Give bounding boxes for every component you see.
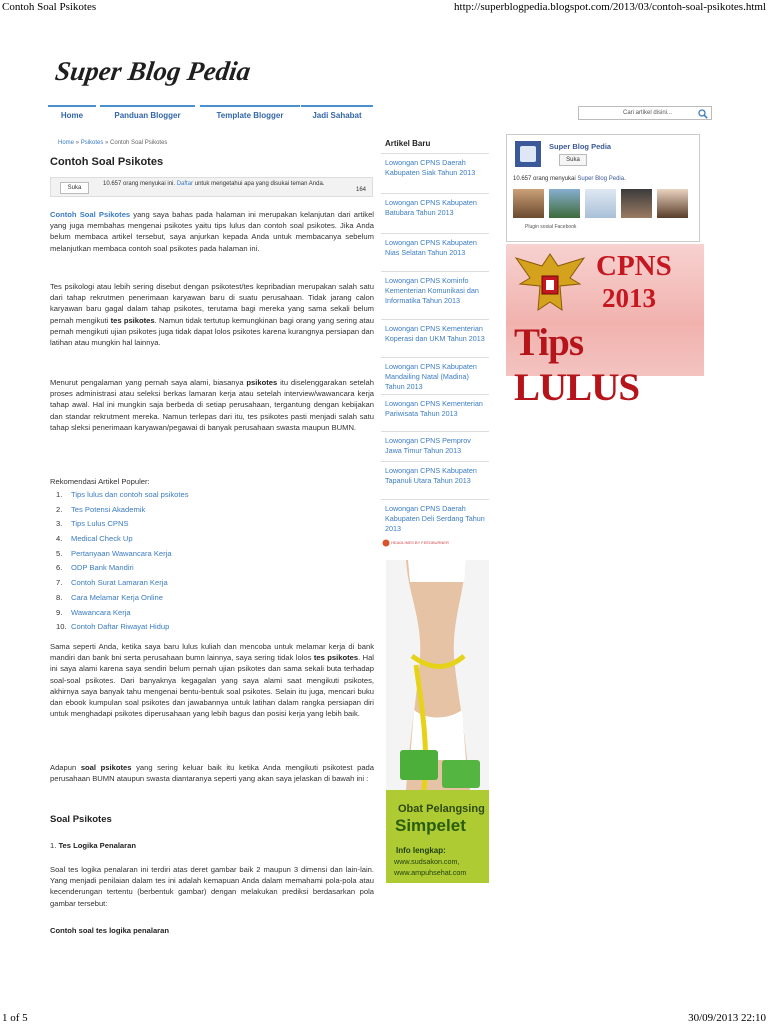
list-number: 4. bbox=[56, 534, 63, 544]
breadcrumb bbox=[58, 140, 167, 146]
site-logo-text: Super Blog Pedia bbox=[53, 56, 253, 86]
banner-line-3: Tips LULUS bbox=[514, 321, 640, 409]
facebook-page-icon[interactable] bbox=[515, 141, 541, 167]
print-title: Contoh Soal Psikotes bbox=[2, 1, 97, 13]
paragraph-text: yang saya bahas pada halaman ini merupakan kelanjutan dari artikel yang juga membahas mengenai psikotes yaitu tips lulus dan contoh soal psikotes. Jika Anda belum membaca artikel tersebut, saya anjurkan kepada Anda untuk membacanya sebelum melanjutkan membaca contoh soal psikotes pada halaman ini. bbox=[50, 210, 374, 253]
slimming-ad-banner[interactable] bbox=[386, 560, 489, 883]
list-item bbox=[50, 620, 350, 635]
banner-line-2: 2013 bbox=[602, 283, 656, 313]
artikel-link[interactable]: Lowongan CPNS Kabupaten Batubara Tahun 2013 bbox=[381, 193, 489, 233]
avatar[interactable] bbox=[585, 189, 616, 218]
facebook-like-box bbox=[506, 134, 700, 242]
contoh-heading: Contoh soal tes logika penalaran bbox=[50, 926, 169, 935]
paragraph-text: . Namun tidak tertutup kemungkinan bagi orang yang sering atau pernah mengikuti ujian psikotes juga tidak dapat lolos psikotes karena kurangnya persiapan dan latihan atau mungkin hal lainnya. bbox=[50, 315, 374, 348]
list-item bbox=[50, 547, 350, 562]
print-url: http://superblogpedia.blogspot.com/2013/03/contoh-soal-psikotes.html bbox=[454, 1, 766, 13]
rekomendasi-link[interactable]: ODP Bank Mandiri bbox=[71, 563, 134, 573]
paragraph-text: Sama seperti Anda, ketika saya baru lulus kuliah dan mencoba untuk melamar kerja di bank mandiri dan bank bni serta perusahaan bumn lainnya, saya sering tidak lolos bbox=[50, 642, 374, 663]
breadcrumb-sep: » bbox=[74, 140, 81, 146]
nav-panduan-blogger[interactable]: Panduan Blogger bbox=[100, 105, 195, 127]
artikel-link[interactable]: Lowongan CPNS Kabupaten Mandailing Natal (Madina) Tahun 2013 bbox=[381, 357, 489, 394]
ad-line-2: Simpelet bbox=[395, 816, 466, 835]
ad-url-2: www.ampuhsehat.com bbox=[394, 868, 467, 877]
paragraph-2 bbox=[50, 281, 374, 348]
paragraph-5 bbox=[50, 762, 374, 784]
paragraph-text: itu diselenggarakan setelah proses administrasi atau seleksi berkas lamaran kerja atau setelah interview/wawancara kerja tahap awal. Hal ini mungkin saja berbeda di setiap perusahaan, tergantung dengan kebijakan dan standar rekrutment mereka. Namun terlepas dari itu, tes psikotes pasti menjadi salah satu tahap sleksi penerimaan karyawan/pegawai di banyak perusahaan swasta maupun BUMN. bbox=[50, 378, 374, 432]
like-text bbox=[103, 180, 343, 188]
fb-count-text: 10.657 orang menyukai bbox=[513, 176, 578, 182]
like-text-part: untuk mengetahui apa yang disukai teman Anda. bbox=[193, 181, 325, 187]
search-placeholder: Cari artikel disini... bbox=[623, 110, 673, 116]
print-datetime: 30/09/2013 22:10 bbox=[688, 1012, 766, 1024]
post-title: Contoh Soal Psikotes bbox=[50, 156, 164, 168]
avatar[interactable] bbox=[549, 189, 580, 218]
list-item bbox=[50, 576, 350, 591]
paragraph-4 bbox=[50, 641, 374, 719]
artikel-link[interactable]: Lowongan CPNS Daerah Kabupaten Siak Tahun 2013 bbox=[381, 153, 489, 193]
daftar-link[interactable]: Daftar bbox=[176, 181, 194, 187]
list-number: 8. bbox=[56, 592, 63, 602]
rekomendasi-list bbox=[50, 488, 350, 635]
artikel-link[interactable]: Lowongan CPNS Kementerian Pariwisata Tahun 2013 bbox=[381, 394, 489, 431]
bold-text: tes psikotes bbox=[313, 653, 359, 663]
subsection-number: 1. bbox=[50, 841, 59, 850]
paragraph-3 bbox=[50, 377, 374, 433]
artikel-link[interactable]: Lowongan CPNS Kabupaten Tapanuli Utara Tahun 2013 bbox=[381, 461, 489, 499]
rekomendasi-link[interactable]: Medical Check Up bbox=[71, 534, 133, 544]
ad-url-1: www.sudsakon.com, bbox=[394, 857, 460, 866]
artikel-link[interactable]: Lowongan CPNS Daerah Kabupaten Deli Serdang Tahun 2013 bbox=[381, 499, 489, 535]
subsection-heading bbox=[50, 841, 136, 850]
print-page-number: 1 of 5 bbox=[2, 1012, 28, 1024]
bold-text: soal psikotes bbox=[80, 763, 132, 772]
artikel-link[interactable]: Lowongan CPNS Kominfo Kementerian Komunikasi dan Informatika Tahun 2013 bbox=[381, 271, 489, 319]
fb-like-count bbox=[513, 176, 626, 182]
rekomendasi-link[interactable]: Contoh Daftar Riwayat Hidup bbox=[71, 622, 170, 632]
paragraph-text: Menurut pengalaman yang pernah saya alami, biasanya bbox=[50, 378, 247, 387]
subsection-title: Tes Logika Penalaran bbox=[58, 841, 136, 850]
list-number: 1. bbox=[56, 490, 63, 499]
bold-text: psikotes bbox=[246, 378, 278, 387]
list-item bbox=[50, 606, 350, 621]
ad-line-1: Obat Pelangsing bbox=[398, 803, 485, 815]
rekomendasi-link[interactable]: Tes Potensi Akademik bbox=[71, 504, 146, 514]
fb-like-bar bbox=[50, 177, 373, 197]
nav-template-blogger[interactable]: Template Blogger bbox=[200, 105, 300, 127]
artikel-link[interactable]: Lowongan CPNS Kabupaten Nias Selatan Tahun 2013 bbox=[381, 233, 489, 271]
bold-text: tes psikotes bbox=[110, 315, 155, 325]
list-item bbox=[50, 503, 350, 518]
rekomendasi-link[interactable]: Tips Lulus CPNS bbox=[71, 519, 129, 529]
avatar[interactable] bbox=[513, 189, 544, 218]
paragraph-text: Adapun bbox=[50, 763, 81, 772]
like-count: 164 bbox=[355, 187, 366, 193]
search-icon[interactable] bbox=[698, 109, 708, 119]
rekomendasi-link[interactable]: Contoh Surat Lamaran Kerja bbox=[71, 578, 168, 588]
breadcrumb-sep: » bbox=[103, 140, 111, 146]
site-logo[interactable] bbox=[53, 46, 253, 94]
banner-line-1: CPNS bbox=[596, 250, 672, 282]
garuda-emblem-icon bbox=[510, 250, 590, 320]
list-number: 2. bbox=[56, 504, 63, 514]
paragraph-text: . Hal ini saya alami karena saya sendiri belum pernah ujian psikotes dan sama sekali buta terhadap soal-soal psikotes. Dari banyaknya kegagalan yang saya alami saat mengikuti psikotes, akhirnya saya banyak tahu mengenai bentu-bentuk soal psikotes. Selain itu juga, mencari buku dan ebook kumpulan soal psikotes dan jawabannya untuk latihan dalam rangka persiapan diri untuk menghadapi psikotes diperusahaan yang lebih bagus dan posisi kerja yang lebih baik. bbox=[50, 653, 374, 719]
section-heading: Soal Psikotes bbox=[50, 814, 112, 825]
rekomendasi-link[interactable]: Tips lulus dan contoh soal psikotes bbox=[71, 490, 189, 499]
list-item bbox=[50, 561, 350, 576]
list-number: 7. bbox=[56, 578, 63, 588]
nav-home[interactable]: Home bbox=[48, 105, 96, 127]
list-item bbox=[50, 517, 350, 532]
rekomendasi-link[interactable]: Wawancara Kerja bbox=[71, 607, 131, 617]
list-number: 5. bbox=[56, 548, 63, 558]
rekomendasi-link[interactable]: Pertanyaan Wawancara Kerja bbox=[71, 548, 172, 558]
ad-line-3: Info lengkap: bbox=[396, 846, 446, 855]
fb-plugin-label[interactable]: Plugin sosial Facebook bbox=[525, 224, 577, 230]
fb-like-button[interactable]: Suka bbox=[559, 154, 587, 166]
ad-photo-icon bbox=[386, 560, 489, 790]
feedburner-icon bbox=[382, 539, 390, 547]
rekomendasi-heading: Rekomendasi Artikel Populer: bbox=[50, 477, 150, 486]
avatar[interactable] bbox=[621, 189, 652, 218]
search-input[interactable] bbox=[578, 106, 712, 120]
fb-count-text: . bbox=[624, 176, 626, 182]
rekomendasi-link[interactable]: Cara Melamar Kerja Online bbox=[71, 592, 164, 602]
list-item bbox=[50, 532, 350, 547]
paragraph-text: yang sering keluar baik itu ketika Anda mengikuti psikotest pada perusahaan BUMN ataupun swasta diantaranya seperti yang akan saya jelaskan di bawah ini : bbox=[50, 763, 374, 784]
like-button[interactable]: Suka bbox=[60, 182, 89, 194]
nav-jadi-sahabat[interactable]: Jadi Sahabat bbox=[301, 105, 373, 127]
artikel-baru-heading: Artikel Baru bbox=[385, 139, 431, 148]
list-number: 10. bbox=[56, 622, 67, 632]
feedburner-text: HEADLINES BY FEEDBURNER bbox=[391, 540, 449, 546]
feedburner-badge[interactable] bbox=[382, 539, 449, 547]
breadcrumb-home[interactable]: Home bbox=[58, 140, 75, 146]
fb-page-link[interactable]: Super Blog Pedia bbox=[577, 176, 625, 182]
list-item bbox=[50, 488, 350, 503]
paragraph-intro bbox=[50, 209, 374, 254]
paragraph-6: Soal tes logika penalaran ini terdiri atas deret gambar baik 2 maupun 3 dimensi dan lain-lain. Yang menjadi penilaian dalam tes ini adalah kemapuan Anda dalam memahami pola-pola atau kecenderungan tertentu (berbentuk gambar) dengan melakukan prediksi berdasarkan pola gambar tersebut: bbox=[50, 865, 374, 908]
list-number: 9. bbox=[56, 607, 63, 617]
breadcrumb-current: Contoh Soal Psikotes bbox=[110, 140, 168, 146]
list-item bbox=[50, 591, 350, 606]
artikel-link[interactable]: Lowongan CPNS Pemprov Jawa Timur Tahun 2013 bbox=[381, 431, 489, 461]
artikel-link[interactable]: Lowongan CPNS Kementerian Koperasi dan UKM Tahun 2013 bbox=[381, 319, 489, 357]
paragraph-text: Tes psikologi atau lebih sering disebut dengan psikotest/tes kepribadian merupakan salah satu dari tahap rekrutmen penerimaan karyawan baru di suatu perusahaan. Tidak jarang calon karyawan baru gagal dalam tahap psikotes, terutama bagi mereka yang sama sekali belum pernah mengikuti bbox=[50, 282, 374, 325]
list-number: 3. bbox=[56, 519, 63, 529]
fb-page-name[interactable]: Super Blog Pedia bbox=[549, 142, 612, 151]
list-number: 6. bbox=[56, 563, 63, 573]
post-keyword-link[interactable]: Contoh Soal Psikotes bbox=[50, 210, 131, 219]
avatar[interactable] bbox=[657, 189, 688, 218]
like-text-part: 10.657 orang menyukai ini. bbox=[103, 181, 177, 187]
cpns-banner[interactable] bbox=[506, 244, 704, 409]
breadcrumb-psikotes[interactable]: Psikotes bbox=[80, 140, 104, 146]
